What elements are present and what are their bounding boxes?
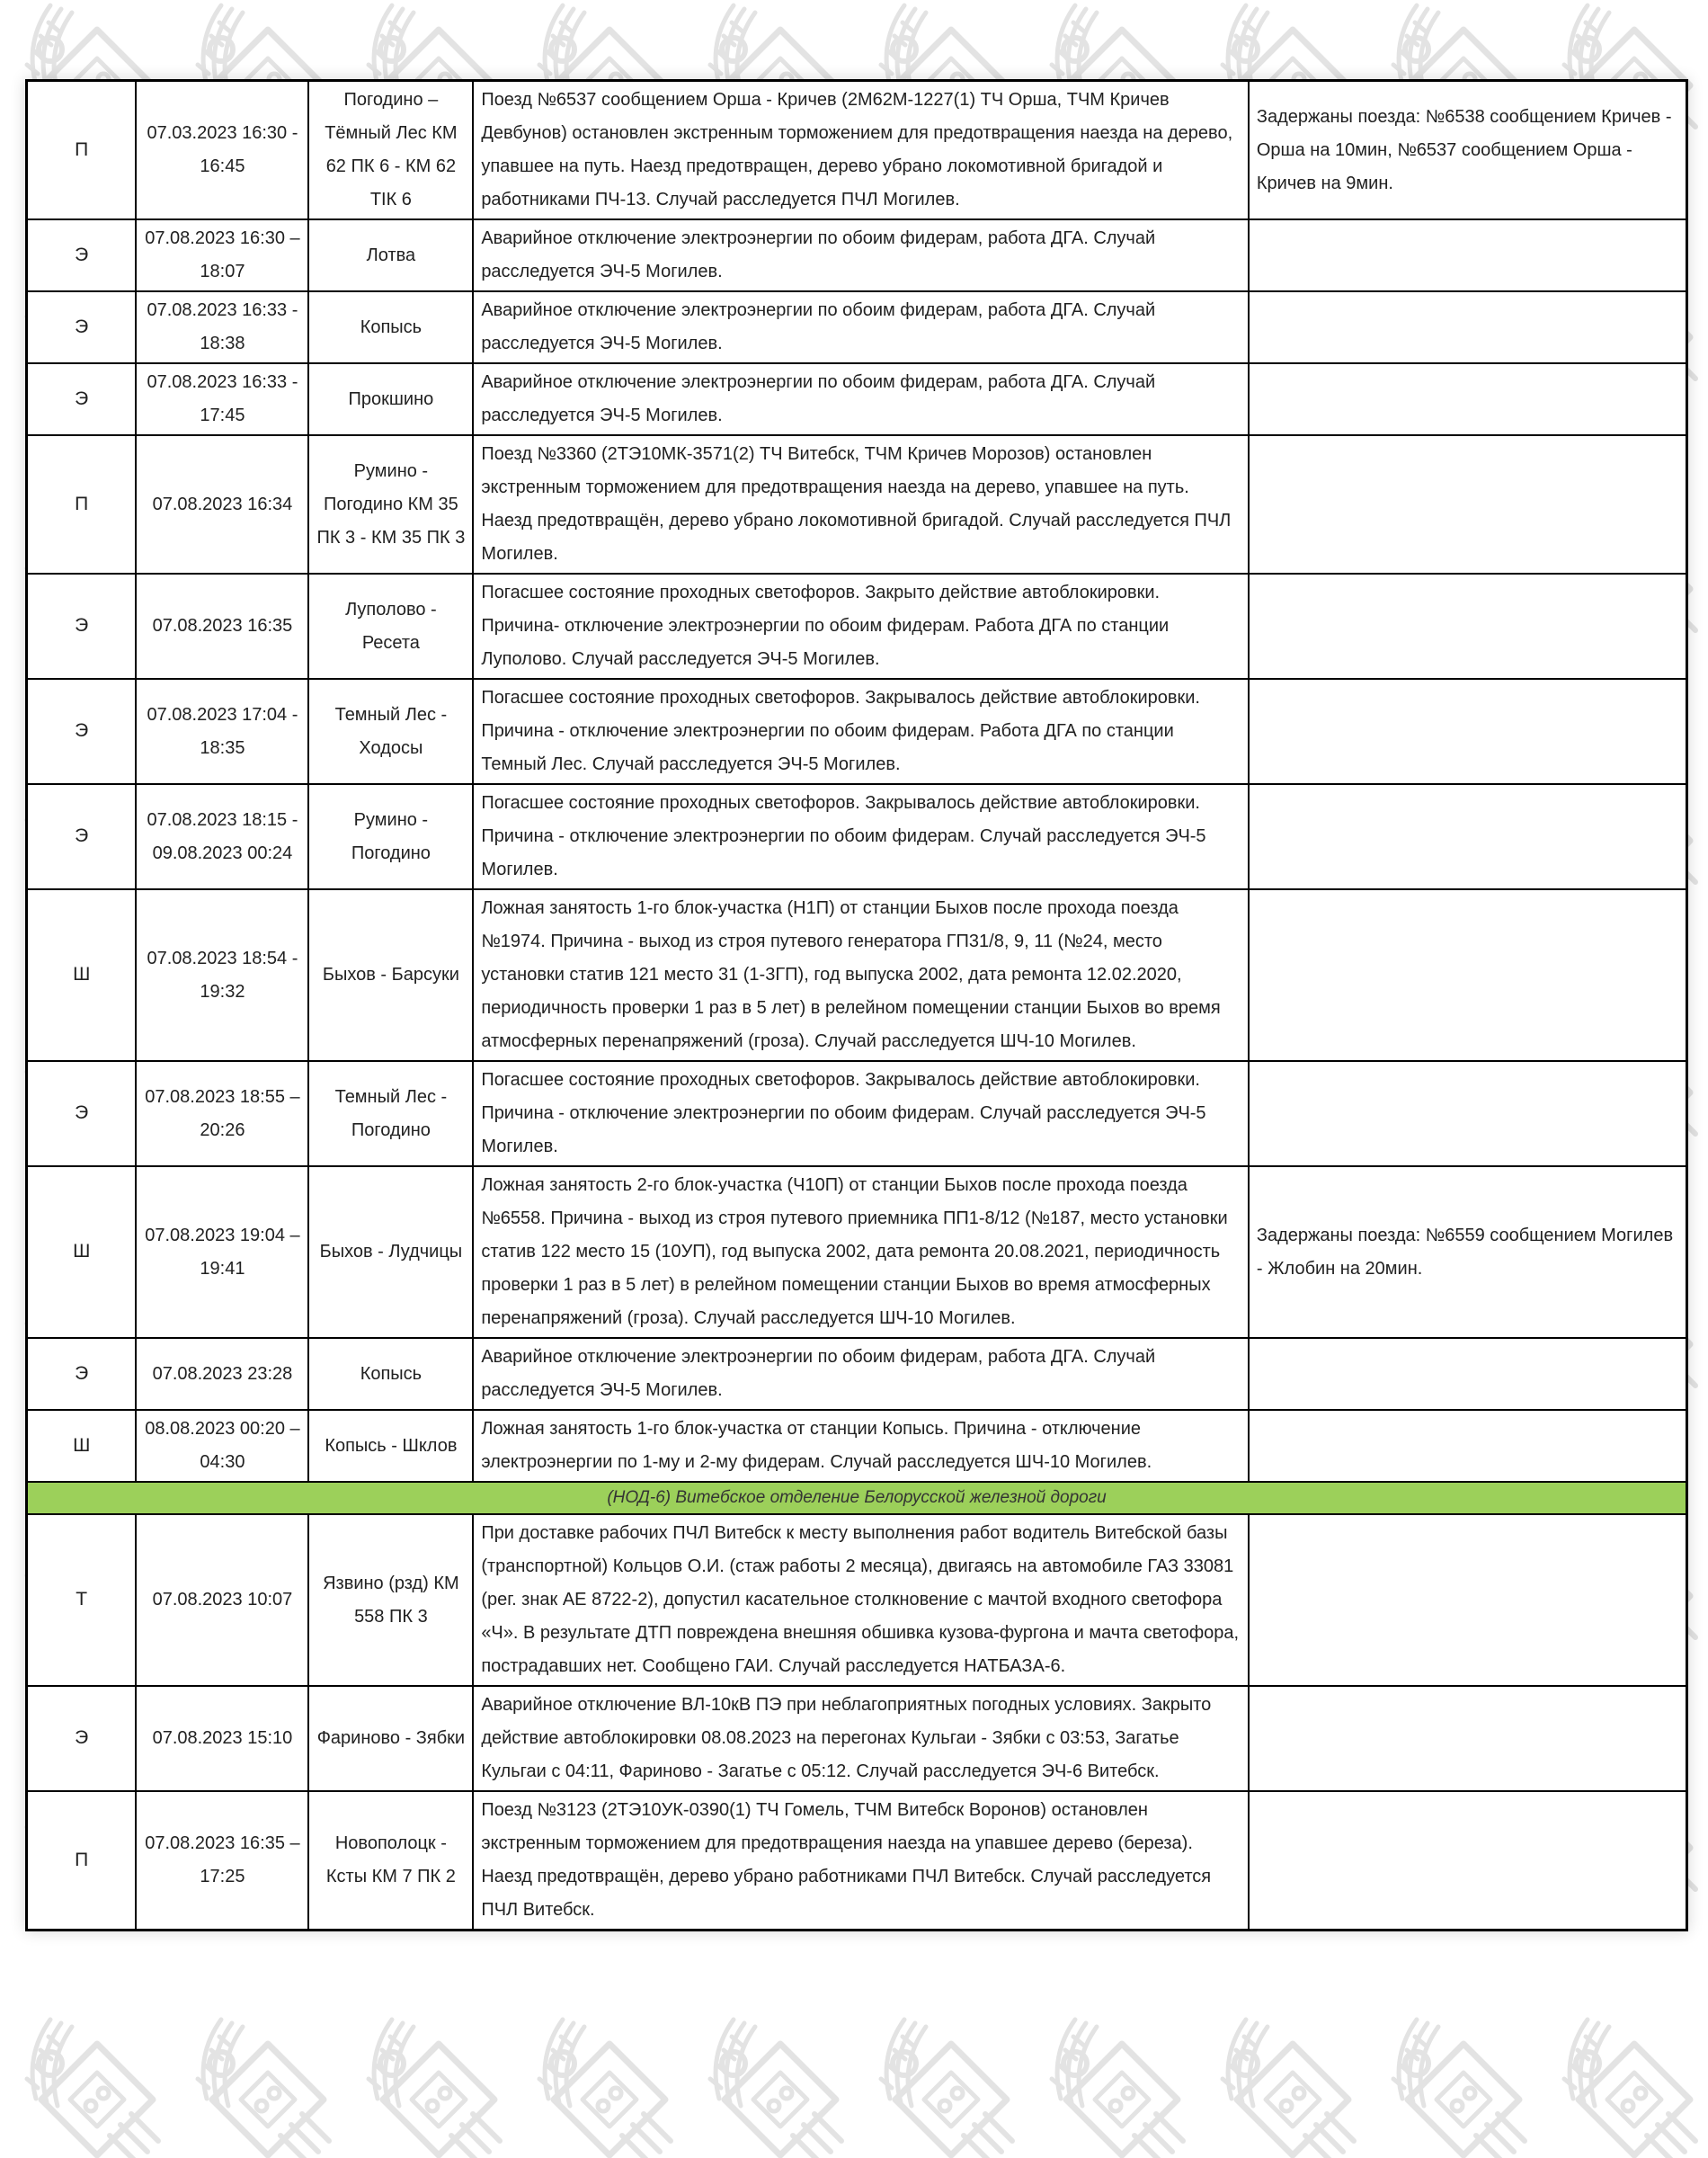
- code-cell: Э: [27, 1686, 137, 1791]
- description-cell: Ложная занятость 2-го блок-участка (Ч10П) от станции Быхов после прохода поезда №6558. Причина - выход из строя путевого приемника ПП1-8/12 (№187, место установки статив 122 место 15 (10УП), год выпуска 2002, дата ремонта 20.08.2021, периодичность проверки 1 раз в 5 лет) в релейном помещении станции Быхов во время атмосферных перенапряжений (гроза). Случай расследуется ШЧ-10 Могилев.: [473, 1166, 1249, 1338]
- notes-cell: [1249, 784, 1687, 889]
- datetime-cell: 07.08.2023 19:04 – 19:41: [136, 1166, 308, 1338]
- incident-row: [27, 1061, 1687, 1166]
- location-cell: Быхов - Лудчицы: [308, 1166, 473, 1338]
- code-cell: Ш: [27, 1410, 137, 1482]
- datetime-cell: 07.08.2023 16:30 – 18:07: [136, 219, 308, 291]
- description-cell: Ложная занятость 1-го блок-участка от станции Копысь. Причина - отключение электроэнергии по 1-му и 2-му фидерам. Случай расследуется ШЧ-10 Могилев.: [473, 1410, 1249, 1482]
- notes-cell: Задержаны поезда: №6559 сообщением Могилев - Жлобин на 20мин.: [1249, 1166, 1687, 1338]
- location-cell: Фариново - Зябки: [308, 1686, 473, 1791]
- vitebsk-division-rows: [27, 1514, 1687, 1931]
- code-cell: Э: [27, 363, 137, 435]
- description-cell: Аварийное отключение электроэнергии по обоим фидерам, работа ДГА. Случай расследуется ЭЧ-5 Могилев.: [473, 363, 1249, 435]
- location-cell: Копысь: [308, 1338, 473, 1410]
- datetime-cell: 07.08.2023 16:33 - 17:45: [136, 363, 308, 435]
- description-cell: Поезд №3123 (2ТЭ10УК-0390(1) ТЧ Гомель, ТЧМ Витебск Воронов) остановлен экстренным торможением для предотвращения наезда на упавшее дерево (береза). Наезд предотвращён, дерево убрано работниками ПЧЛ Витебск. Случай расследуется ПЧЛ Витебск.: [473, 1791, 1249, 1931]
- notes-cell: [1249, 219, 1687, 291]
- incident-row: [27, 1686, 1687, 1791]
- datetime-cell: 07.08.2023 16:34: [136, 435, 308, 574]
- division-section-row: [27, 1482, 1687, 1514]
- location-cell: Румино - Погодино: [308, 784, 473, 889]
- code-cell: Э: [27, 679, 137, 784]
- notes-cell: [1249, 679, 1687, 784]
- datetime-cell: 07.08.2023 16:35 – 17:25: [136, 1791, 308, 1931]
- notes-cell: [1249, 291, 1687, 363]
- code-cell: Ш: [27, 889, 137, 1061]
- incident-row: [27, 1791, 1687, 1931]
- incident-row: [27, 219, 1687, 291]
- code-cell: Э: [27, 1061, 137, 1166]
- code-cell: Э: [27, 574, 137, 679]
- notes-cell: [1249, 1514, 1687, 1686]
- datetime-cell: 07.08.2023 18:54 - 19:32: [136, 889, 308, 1061]
- incident-row: [27, 291, 1687, 363]
- notes-cell: [1249, 1338, 1687, 1410]
- code-cell: П: [27, 81, 137, 220]
- description-cell: Аварийное отключение электроэнергии по обоим фидерам, работа ДГА. Случай расследуется ЭЧ-5 Могилев.: [473, 291, 1249, 363]
- description-cell: Погасшее состояние проходных светофоров. Закрывалось действие автоблокировки. Причина - отключение электроэнергии по обоим фидерам. Случай расследуется ЭЧ-5 Могилев.: [473, 784, 1249, 889]
- notes-cell: [1249, 889, 1687, 1061]
- division-section-label: (НОД-6) Витебское отделение Белорусской железной дороги: [27, 1482, 1687, 1514]
- location-cell: Темный Лес - Ходосы: [308, 679, 473, 784]
- description-cell: Поезд №6537 сообщением Орша - Кричев (2М62М-1227(1) ТЧ Орша, ТЧМ Кричев Девбунов) остановлен экстренным торможением для предотвращения наезда на дерево, упавшее на путь. Наезд предотвращен, дерево убрано локомотивной бригадой и работниками ПЧ-13. Случай расследуется ПЧЛ Могилев.: [473, 81, 1249, 220]
- incident-table: [25, 79, 1688, 1931]
- description-cell: Погасшее состояние проходных светофоров. Закрыто действие автоблокировки. Причина- отключение электроэнергии по обоим фидерам. Работа ДГА по станции Луполово. Случай расследуется ЭЧ-5 Могилев.: [473, 574, 1249, 679]
- datetime-cell: 08.08.2023 00:20 – 04:30: [136, 1410, 308, 1482]
- notes-cell: [1249, 1410, 1687, 1482]
- location-cell: Язвино (рзд) КМ 558 ПК 3: [308, 1514, 473, 1686]
- location-cell: Новополоцк - Ксты КМ 7 ПК 2: [308, 1791, 473, 1931]
- description-cell: Ложная занятость 1-го блок-участка (Н1П) от станции Быхов после прохода поезда №1974. Причина - выход из строя путевого генератора ГП31/8, 9, 11 (№24, место установки статив 121 место 31 (1-3ГП), год выпуска 2002, дата ремонта 12.02.2020, периодичность проверки 1 раз в 5 лет) в релейном помещении станции Быхов во время атмосферных перенапряжений (гроза). Случай расследуется ШЧ-10 Могилев.: [473, 889, 1249, 1061]
- datetime-cell: 07.08.2023 16:33 - 18:38: [136, 291, 308, 363]
- notes-cell: [1249, 363, 1687, 435]
- incident-row: [27, 1338, 1687, 1410]
- location-cell: Погодино – Тёмный Лес КМ 62 ПК 6 - КМ 62 ТІК 6: [308, 81, 473, 220]
- datetime-cell: 07.08.2023 15:10: [136, 1686, 308, 1791]
- location-cell: Темный Лес - Погодино: [308, 1061, 473, 1166]
- incident-row: [27, 574, 1687, 679]
- datetime-cell: 07.08.2023 17:04 - 18:35: [136, 679, 308, 784]
- incident-row: [27, 784, 1687, 889]
- notes-cell: [1249, 574, 1687, 679]
- code-cell: Ш: [27, 1166, 137, 1338]
- notes-cell: [1249, 1686, 1687, 1791]
- location-cell: Копысь: [308, 291, 473, 363]
- description-cell: Аварийное отключение электроэнергии по обоим фидерам, работа ДГА. Случай расследуется ЭЧ-5 Могилев.: [473, 219, 1249, 291]
- incident-row: [27, 1514, 1687, 1686]
- location-cell: Лотва: [308, 219, 473, 291]
- code-cell: Э: [27, 219, 137, 291]
- notes-cell: Задержаны поезда: №6538 сообщением Кричев - Орша на 10мин, №6537 сообщением Орша - Кричев на 9мин.: [1249, 81, 1687, 220]
- datetime-cell: 07.08.2023 10:07: [136, 1514, 308, 1686]
- notes-cell: [1249, 1791, 1687, 1931]
- notes-cell: [1249, 435, 1687, 574]
- code-cell: П: [27, 435, 137, 574]
- incident-row: [27, 363, 1687, 435]
- location-cell: Луполово - Ресета: [308, 574, 473, 679]
- datetime-cell: 07.08.2023 23:28: [136, 1338, 308, 1410]
- incident-row: [27, 889, 1687, 1061]
- datetime-cell: 07.08.2023 18:55 – 20:26: [136, 1061, 308, 1166]
- mogilev-division-rows: [27, 81, 1687, 1483]
- code-cell: П: [27, 1791, 137, 1931]
- description-cell: Погасшее состояние проходных светофоров. Закрывалось действие автоблокировки. Причина - отключение электроэнергии по обоим фидерам. Случай расследуется ЭЧ-5 Могилев.: [473, 1061, 1249, 1166]
- notes-cell: [1249, 1061, 1687, 1166]
- location-cell: Прокшино: [308, 363, 473, 435]
- description-cell: Поезд №3360 (2ТЭ10МК-3571(2) ТЧ Витебск, ТЧМ Кричев Морозов) остановлен экстренным торможением для предотвращения наезда на дерево, упавшее на путь. Наезд предотвращён, дерево убрано локомотивной бригадой. Случай расследуется ПЧЛ Могилев.: [473, 435, 1249, 574]
- incident-row: [27, 1166, 1687, 1338]
- incident-row: [27, 679, 1687, 784]
- code-cell: Э: [27, 784, 137, 889]
- datetime-cell: 07.08.2023 18:15 - 09.08.2023 00:24: [136, 784, 308, 889]
- description-cell: Погасшее состояние проходных светофоров. Закрывалось действие автоблокировки. Причина - отключение электроэнергии по обоим фидерам. Работа ДГА по станции Темный Лес. Случай расследуется ЭЧ-5 Могилев.: [473, 679, 1249, 784]
- description-cell: При доставке рабочих ПЧЛ Витебск к месту выполнения работ водитель Витебской базы (транспортной) Кольцов О.И. (стаж работы 2 месяца), двигаясь на автомобиле ГАЗ 33081 (рег. знак АЕ 8722-2), допустил касательное столкновение с мачтой входного светофора «Ч». В результате ДТП повреждена внешняя обшивка кузова-фургона и мачта светофора, пострадавших нет. Сообщено ГАИ. Случай расследуется НАТБАЗА-6.: [473, 1514, 1249, 1686]
- incident-row: [27, 1410, 1687, 1482]
- description-cell: Аварийное отключение электроэнергии по обоим фидерам, работа ДГА. Случай расследуется ЭЧ-5 Могилев.: [473, 1338, 1249, 1410]
- datetime-cell: 07.08.2023 16:35: [136, 574, 308, 679]
- datetime-cell: 07.03.2023 16:30 - 16:45: [136, 81, 308, 220]
- incident-row: [27, 81, 1687, 220]
- code-cell: Э: [27, 291, 137, 363]
- description-cell: Аварийное отключение ВЛ-10кВ ПЭ при неблагоприятных погодных условиях. Закрыто действие автоблокировки 08.08.2023 на перегонах Кульгаи - Зябки с 03:53, Загатье Кульгаи с 04:11, Фариново - Загатье с 05:12. Случай расследуется ЭЧ-6 Витебск.: [473, 1686, 1249, 1791]
- location-cell: Румино - Погодино КМ 35 ПК 3 - КМ 35 ПК 3: [308, 435, 473, 574]
- report-sheet: [25, 79, 1688, 1931]
- location-cell: Копысь - Шклов: [308, 1410, 473, 1482]
- code-cell: Т: [27, 1514, 137, 1686]
- code-cell: Э: [27, 1338, 137, 1410]
- incident-row: [27, 435, 1687, 574]
- location-cell: Быхов - Барсуки: [308, 889, 473, 1061]
